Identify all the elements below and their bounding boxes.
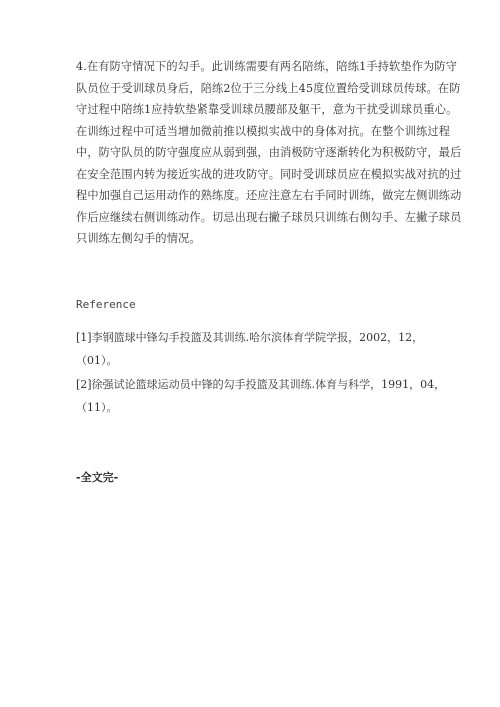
paragraph-line: 中，防守队员的防守强度应从弱到强，由消极防守逐渐转化为积极防守，最后 [76, 146, 462, 159]
reference-line: （01）。 [76, 354, 118, 367]
body-paragraph [76, 56, 462, 250]
reference-line: （11）。 [76, 401, 118, 414]
paragraph-line: 程中加强自己运用动作的熟练度。还应注意左右手同时训练，做完左侧训练动 [76, 189, 462, 202]
paragraph-line: 队员位于受训球员身后，陪练2位于三分线上45度位置给受训球员传球。在防 [76, 81, 461, 95]
reference-item [76, 326, 436, 372]
paragraph-line: 作后应继续右侧训练动作。切忌出现右撇子球员只训练右侧勾手、左撇子球员 [76, 210, 462, 224]
reference-line: [1]李钢篮球中锋勾手投篮及其训练.哈尔滨体育学院学报，2002，12， [76, 331, 424, 344]
paragraph-line: 在训练过程中可适当增加微前推以模拟实战中的身体对抗。在整个训练过程 [76, 124, 451, 138]
reference-item [76, 373, 446, 419]
paragraph-line: 只训练左侧勾手的情况。 [76, 232, 201, 245]
paragraph-line: 在安全范围内转为接近实战的进攻防守。同时受训球员应在模拟实战对抗的过 [76, 167, 462, 181]
end-of-document-mark: -全文完- [76, 471, 119, 484]
reference-heading: Reference [76, 298, 136, 311]
reference-line: [2]徐强试论篮球运动员中锋的勾手投篮及其训练.体育与科学，1991，04， [76, 378, 446, 391]
paragraph-line: 4.在有防守情况下的勾手。此训练需要有两名陪练，陪练1手持软垫作为防守 [76, 60, 458, 73]
paragraph-line: 守过程中陪练1应持软垫紧靠受训球员腰部及躯干，意为干扰受训球员重心。 [76, 103, 458, 116]
